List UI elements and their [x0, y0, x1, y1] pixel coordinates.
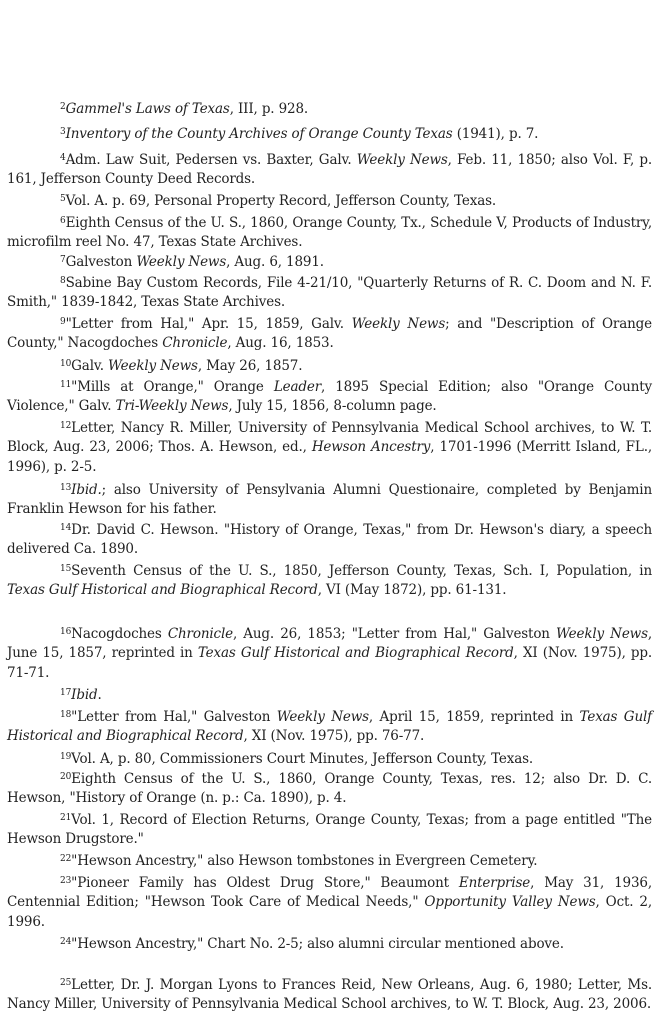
footnote-text	[7, 215, 652, 250]
italic-title-text: Ibid.	[71, 482, 102, 498]
plain-text: , Aug. 16, 1853.	[227, 335, 334, 352]
footnote-7	[7, 253, 652, 272]
italic-title-text: Weekly News	[351, 316, 446, 332]
footnote-13	[7, 481, 652, 520]
footnote-25	[7, 976, 652, 1015]
footnote-number: 7	[60, 255, 66, 265]
footnote-text	[7, 812, 652, 847]
plain-text: "Letter from Hal," Apr. 15, 1859, Galv.	[65, 316, 352, 332]
footnote-3	[7, 125, 652, 144]
footnote-text	[7, 626, 652, 681]
footnote-text	[66, 101, 308, 117]
footnote-number: 12	[60, 421, 72, 431]
footnote-text	[66, 126, 539, 142]
plain-text: ; and "Description of Orange County," Nacogdoches	[7, 316, 652, 352]
italic-title-text: Texas Gulf Historical and Biographical Record	[197, 645, 514, 662]
footnote-number: 4	[60, 153, 66, 163]
italic-title-text: Tri-Weekly News	[115, 398, 229, 415]
plain-text: , 1701-1996 (Merritt Island, FL., 1996), p. 2-5.	[7, 439, 652, 475]
footnote-15	[7, 562, 652, 601]
footnote-text	[7, 709, 652, 744]
footnote-text	[71, 936, 564, 952]
plain-text: Adm. Law Suit, Pedersen vs. Baxter, Galv.	[65, 152, 357, 168]
plain-text: , 1895 Special Edition; also "Orange County Violence," Galv.	[7, 379, 652, 415]
italic-title-text: Chronicle	[162, 335, 228, 352]
plain-text: "Hewson Ancestry," Chart No. 2-5; also alumni circular mentioned above.	[71, 936, 564, 952]
italic-title-text: Hewson Ancestry	[311, 439, 431, 456]
italic-title-text: Enterprise	[458, 875, 531, 891]
footnote-number: 2	[60, 102, 66, 112]
footnote-text	[71, 687, 102, 703]
plain-text: Nacogdoches	[71, 626, 168, 642]
footnote-text	[7, 977, 652, 1012]
footnote-12	[7, 419, 652, 477]
plain-text: , III, p. 928.	[229, 101, 309, 117]
footnote-10	[7, 357, 652, 376]
plain-text: , May 26, 1857.	[197, 358, 303, 374]
plain-text: Seventh Census of the U. S., 1850, Jefferson County, Texas, Sch. I, Population, in	[71, 563, 652, 579]
italic-title-text: Weekly News	[356, 152, 448, 168]
italic-title-text: Texas Gulf Historical and Biographical Record	[7, 582, 318, 599]
footnote-number: 22	[60, 854, 72, 864]
footnote-number: 19	[60, 752, 72, 762]
footnote-number: 21	[60, 813, 72, 823]
footnote-text	[7, 522, 652, 557]
footnote-text	[71, 853, 537, 869]
plain-text: , July 15, 1856, 8-column page.	[228, 398, 437, 415]
plain-text: Vol. 1, Record of Election Returns, Orange County, Texas; from a page entitled "The Hewson Drugstore."	[7, 812, 652, 848]
plain-text: Dr. David C. Hewson. "History of Orange, Texas," from Dr. Hewson's diary, a speech delivered Ca. 1890.	[7, 522, 652, 558]
footnote-number: 25	[60, 978, 72, 988]
footnote-16	[7, 625, 652, 683]
footnote-number: 10	[60, 359, 72, 369]
italic-title-text: Chronicle	[167, 626, 233, 642]
footnote-text	[7, 771, 652, 806]
footnote-6	[7, 214, 652, 253]
footnote-number: 6	[60, 216, 66, 226]
plain-text: , Oct. 2, 1996.	[7, 894, 653, 930]
plain-text: , XI (Nov. 1975), pp. 76-77.	[243, 728, 425, 745]
footnote-11	[7, 378, 652, 417]
plain-text: (1941), p. 7.	[452, 126, 539, 142]
plain-text: Eighth Census of the U. S., 1860, Orange County, Tx., Schedule V, Products of Industry, microfilm reel No. 47, Texas State Archives.	[7, 215, 652, 251]
footnote-4	[7, 151, 652, 190]
footnote-9	[7, 315, 652, 354]
footnote-number: 24	[60, 937, 72, 947]
footnote-text	[7, 563, 652, 598]
plain-text: Galveston	[65, 254, 137, 270]
footnote-number: 8	[60, 276, 66, 286]
footnote-17	[7, 686, 652, 705]
footnote-22	[7, 852, 652, 871]
italic-title-text: Texas Gulf Historical and Biographical Record	[7, 709, 653, 745]
footnote-text	[7, 152, 652, 187]
plain-text: , VI (May 1872), pp. 61-131.	[317, 582, 507, 599]
footnote-text	[7, 420, 652, 475]
italic-title-text: Weekly News	[136, 254, 227, 270]
italic-title-text: Inventory of the County Archives of Orange County Texas	[65, 126, 453, 142]
footnote-text	[71, 358, 302, 374]
footnote-2	[7, 100, 652, 119]
plain-text: Eighth Census of the U. S., 1860, Orange County, Texas, res. 12; also Dr. D. C. Hewson, "History of Orange (n. p.: Ca. 1890), p. 4.	[7, 771, 652, 807]
footnote-text	[66, 254, 324, 270]
footnote-text	[7, 379, 652, 414]
footnote-number: 3	[60, 127, 66, 137]
italic-title-text: Weekly News	[108, 358, 198, 374]
plain-text: , May 31, 1936, Centennial Edition; "Hewson Took Care of Medical Needs,"	[7, 875, 653, 911]
footnote-23	[7, 874, 652, 932]
footnote-number: 14	[60, 523, 72, 533]
plain-text: Galv.	[71, 358, 109, 374]
footnote-number: 9	[60, 317, 66, 327]
plain-text: , June 15, 1857, reprinted in	[7, 626, 653, 662]
footnote-text	[7, 482, 652, 517]
footnote-8	[7, 274, 652, 313]
plain-text: "Letter from Hal," Galveston	[71, 709, 277, 725]
plain-text: Sabine Bay Custom Records, File 4-21/10, "Quarterly Returns of R. C. Doom and N. F. Smith," 1839-1842, Texas State Archives.	[7, 275, 652, 311]
footnote-number: 18	[60, 710, 72, 720]
footnote-19	[7, 750, 652, 769]
italic-title-text: Leader	[273, 379, 321, 395]
footnote-number: 23	[60, 876, 72, 886]
footnote-20	[7, 770, 652, 809]
footnote-number: 16	[60, 627, 72, 637]
plain-text: Letter, Dr. J. Morgan Lyons to Frances Reid, New Orleans, Aug. 6, 1980; Letter, Ms. Nancy Miller, University of Pennsylvania Medical School archives, to W. T. Block, Aug. 23, 2006.	[7, 977, 652, 1013]
italic-title-text: Ibid	[71, 687, 98, 703]
plain-text: "Pioneer Family has Oldest Drug Store," Beaumont	[71, 875, 459, 891]
plain-text: Letter, Nancy R. Miller, University of Pennsylvania Medical School archives, to W. T. Block, Aug. 23, 2006; Thos. A. Hewson, ed.,	[7, 420, 652, 456]
italic-title-text: Weekly News	[276, 709, 369, 725]
footnote-21	[7, 811, 652, 850]
plain-text: , Aug. 6, 1891.	[226, 254, 324, 270]
footnote-text	[7, 316, 652, 351]
footnote-number: 15	[60, 564, 72, 574]
footnote-number: 17	[60, 688, 72, 698]
footnote-number: 13	[60, 483, 72, 493]
plain-text: , Feb. 11, 1850; also Vol. F, p. 161, Jefferson County Deed Records.	[7, 152, 652, 188]
plain-text: , Aug. 26, 1853; "Letter from Hal," Galveston	[232, 626, 557, 642]
plain-text: Vol. A, p. 80, Commissioners Court Minutes, Jefferson County, Texas.	[71, 751, 534, 767]
footnote-14	[7, 521, 652, 560]
footnote-text	[71, 751, 533, 767]
footnote-number: 20	[60, 772, 72, 782]
footnote-24	[7, 935, 652, 954]
footnote-text	[7, 275, 652, 310]
plain-text: , XI (Nov. 1975), pp. 71-71.	[7, 645, 652, 681]
footnote-number: 11	[60, 380, 72, 390]
plain-text: .	[97, 687, 102, 703]
plain-text: , April 15, 1859, reprinted in	[368, 709, 580, 725]
footnote-text	[66, 193, 496, 209]
italic-title-text: Weekly News	[556, 626, 648, 642]
italic-title-text: Opportunity Valley News	[424, 894, 596, 911]
footnote-5	[7, 192, 652, 211]
plain-text: ; also University of Pensylvania Alumni Questionaire, completed by Benjamin Franklin Hewson for his father.	[7, 482, 652, 518]
plain-text: "Mills at Orange," Orange	[71, 379, 274, 395]
italic-title-text: Gammel's Laws of Texas	[65, 101, 230, 117]
plain-text: Vol. A. p. 69, Personal Property Record, Jefferson County, Texas.	[65, 193, 497, 209]
footnote-number: 5	[60, 194, 66, 204]
plain-text: "Hewson Ancestry," also Hewson tombstones in Evergreen Cemetery.	[71, 853, 538, 869]
footnote-text	[7, 875, 652, 930]
footnote-18	[7, 708, 652, 747]
